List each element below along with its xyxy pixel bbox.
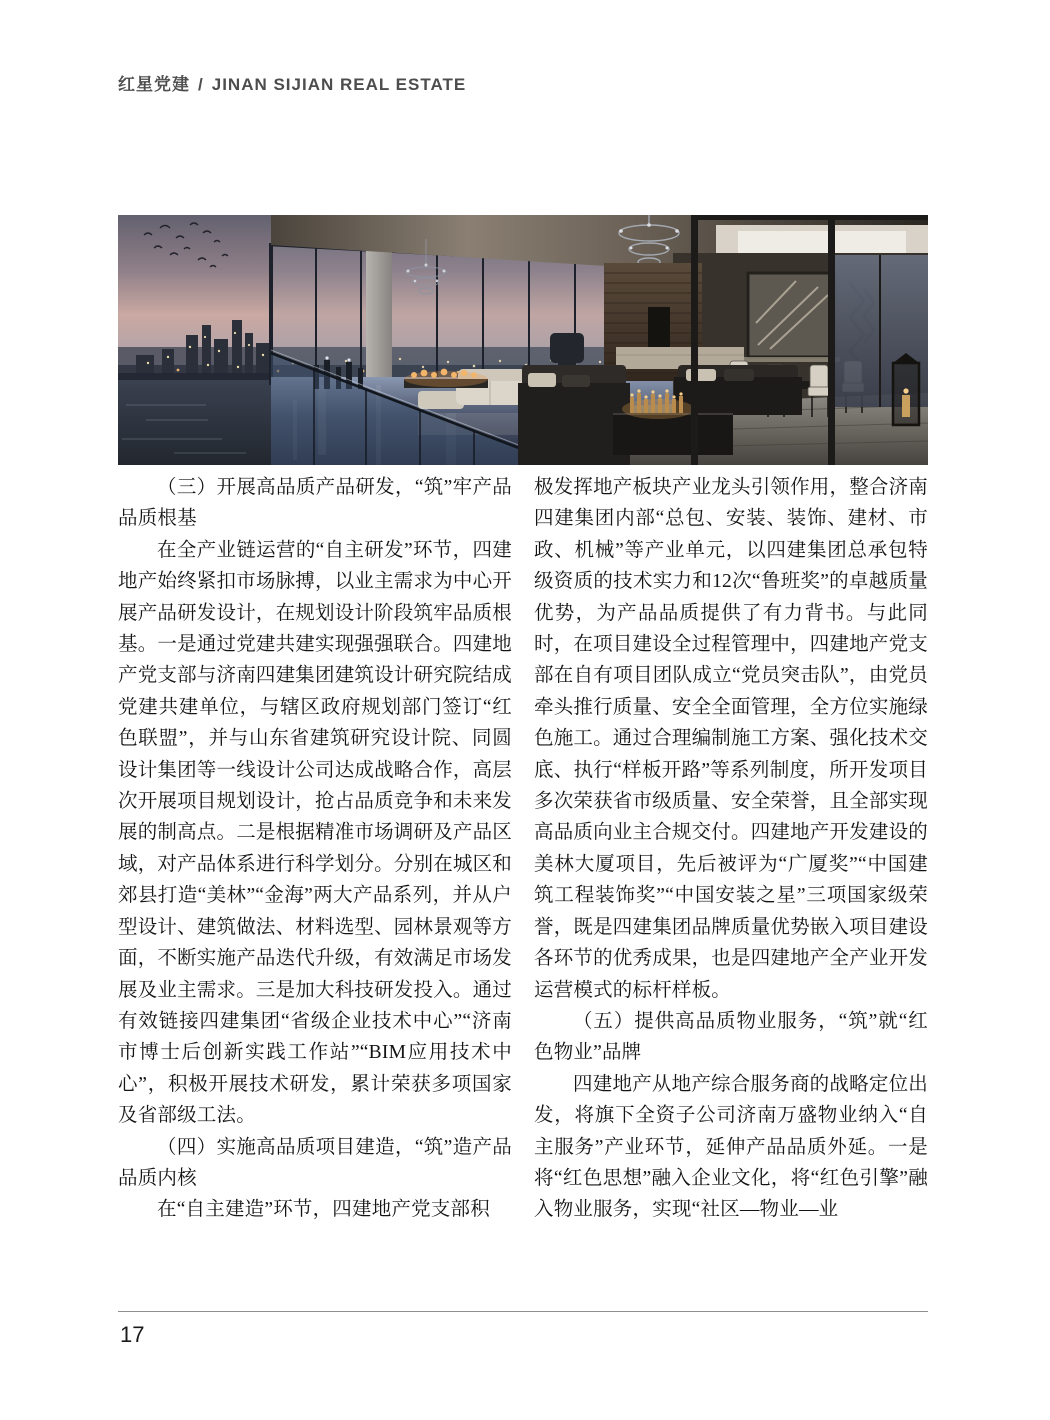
concrete-pillar xyxy=(366,247,392,385)
header-separator: / xyxy=(198,75,204,94)
page-number: 17 xyxy=(120,1322,145,1347)
wall-artwork xyxy=(744,273,840,362)
page-header xyxy=(118,70,466,95)
penthouse-photo-illustration xyxy=(118,215,928,465)
right-column xyxy=(534,472,928,1226)
header-brand-zh: 红星党建 xyxy=(118,75,190,94)
paragraph: 在全产业链运营的“自主研发”环节，四建地产始终紧扣市场脉搏，以业主需求为中心开展产品研发设计，在规划设计阶段筑牢品质根基。一是通过党建共建实现强强联合。四建地产党支部与济南四建集团建筑设计研究院结成党建共建单位，与辖区政府规划部门签订“红色联盟”，并与山东省建筑研究设计院、同圆设计集团等一线设计公司达成战略合作，高层次开展项目规划设计，抢占品质竞争和未来发展的制高点。二是根据精准市场调研及产品区域，对产品体系进行科学划分。分别在城区和郊县打造“美林”“金海”两大产品系列，并从户型设计、建筑做法、材料选型、园林景观等方面，不断实施产品迭代升级，有效满足市场发展及业主需求。三是加大科技研发投入。通过有效链接四建集团“省级企业技术中心”“济南市博士后创新实践工作站”“BIM应用技术中心”，积极开展技术研发，累计荣获多项国家及省部级工法。 xyxy=(118,539,513,1127)
left-column xyxy=(118,472,512,1226)
article-body xyxy=(118,472,928,1226)
paragraph: 在“自主建造”环节，四建地产党支部积 xyxy=(157,1199,490,1221)
footer-rule xyxy=(118,1311,928,1312)
penthouse-photo xyxy=(118,215,928,465)
paragraph-continued: 极发挥地产板块产业龙头引领作用，整合济南四建集团内部“总包、安装、装饰、建材、市政、机械”等产业单元，以四建集团总承包特级资质的技术实力和12次“鲁班奖”的卓越质量优势，为产品品质提供了有力背书。与此同时，在项目建设全过程管理中，四建地产党支部在自有项目团队成立“党员突击队”，由党员牵头推行质量、安全全面管理，全方位实施绿色施工。通过合理编制施工方案、强化技术交底、执行“样板开路”等系列制度，所开发项目多次荣获省市级质量、安全荣誉，且全部实现高品质向业主合规交付。四建地产开发建设的美林大厦项目，先后被评为“广厦奖”“中国建筑工程装饰奖”“中国安装之星”三项国家级荣誉，既是四建集团品牌质量优势嵌入项目建设各环节的优秀成果，也是四建地产全产业开发运营模式的标杆样板。 xyxy=(534,477,929,1001)
floor-lantern xyxy=(893,353,919,425)
section-heading-3: （三）开展高品质产品研发，“筑”牢产品品质根基 xyxy=(118,477,512,530)
section-heading-5: （五）提供高品质物业服务，“筑”就“红色物业”品牌 xyxy=(534,1010,928,1064)
paragraph: 四建地产从地产综合服务商的战略定位出发，将旗下全资子公司济南万盛物业纳入“自主服务”产业环节，延伸产品品质外延。一是将“红色思想”融入企业文化，将“红色引擎”融入物业服务，实现“社区—物业—业 xyxy=(534,1073,928,1221)
header-title-en: JINAN SIJIAN REAL ESTATE xyxy=(211,75,467,94)
section-heading-4: （四）实施高品质项目建造，“筑”造产品品质内核 xyxy=(118,1136,512,1189)
waterfront xyxy=(118,373,273,465)
